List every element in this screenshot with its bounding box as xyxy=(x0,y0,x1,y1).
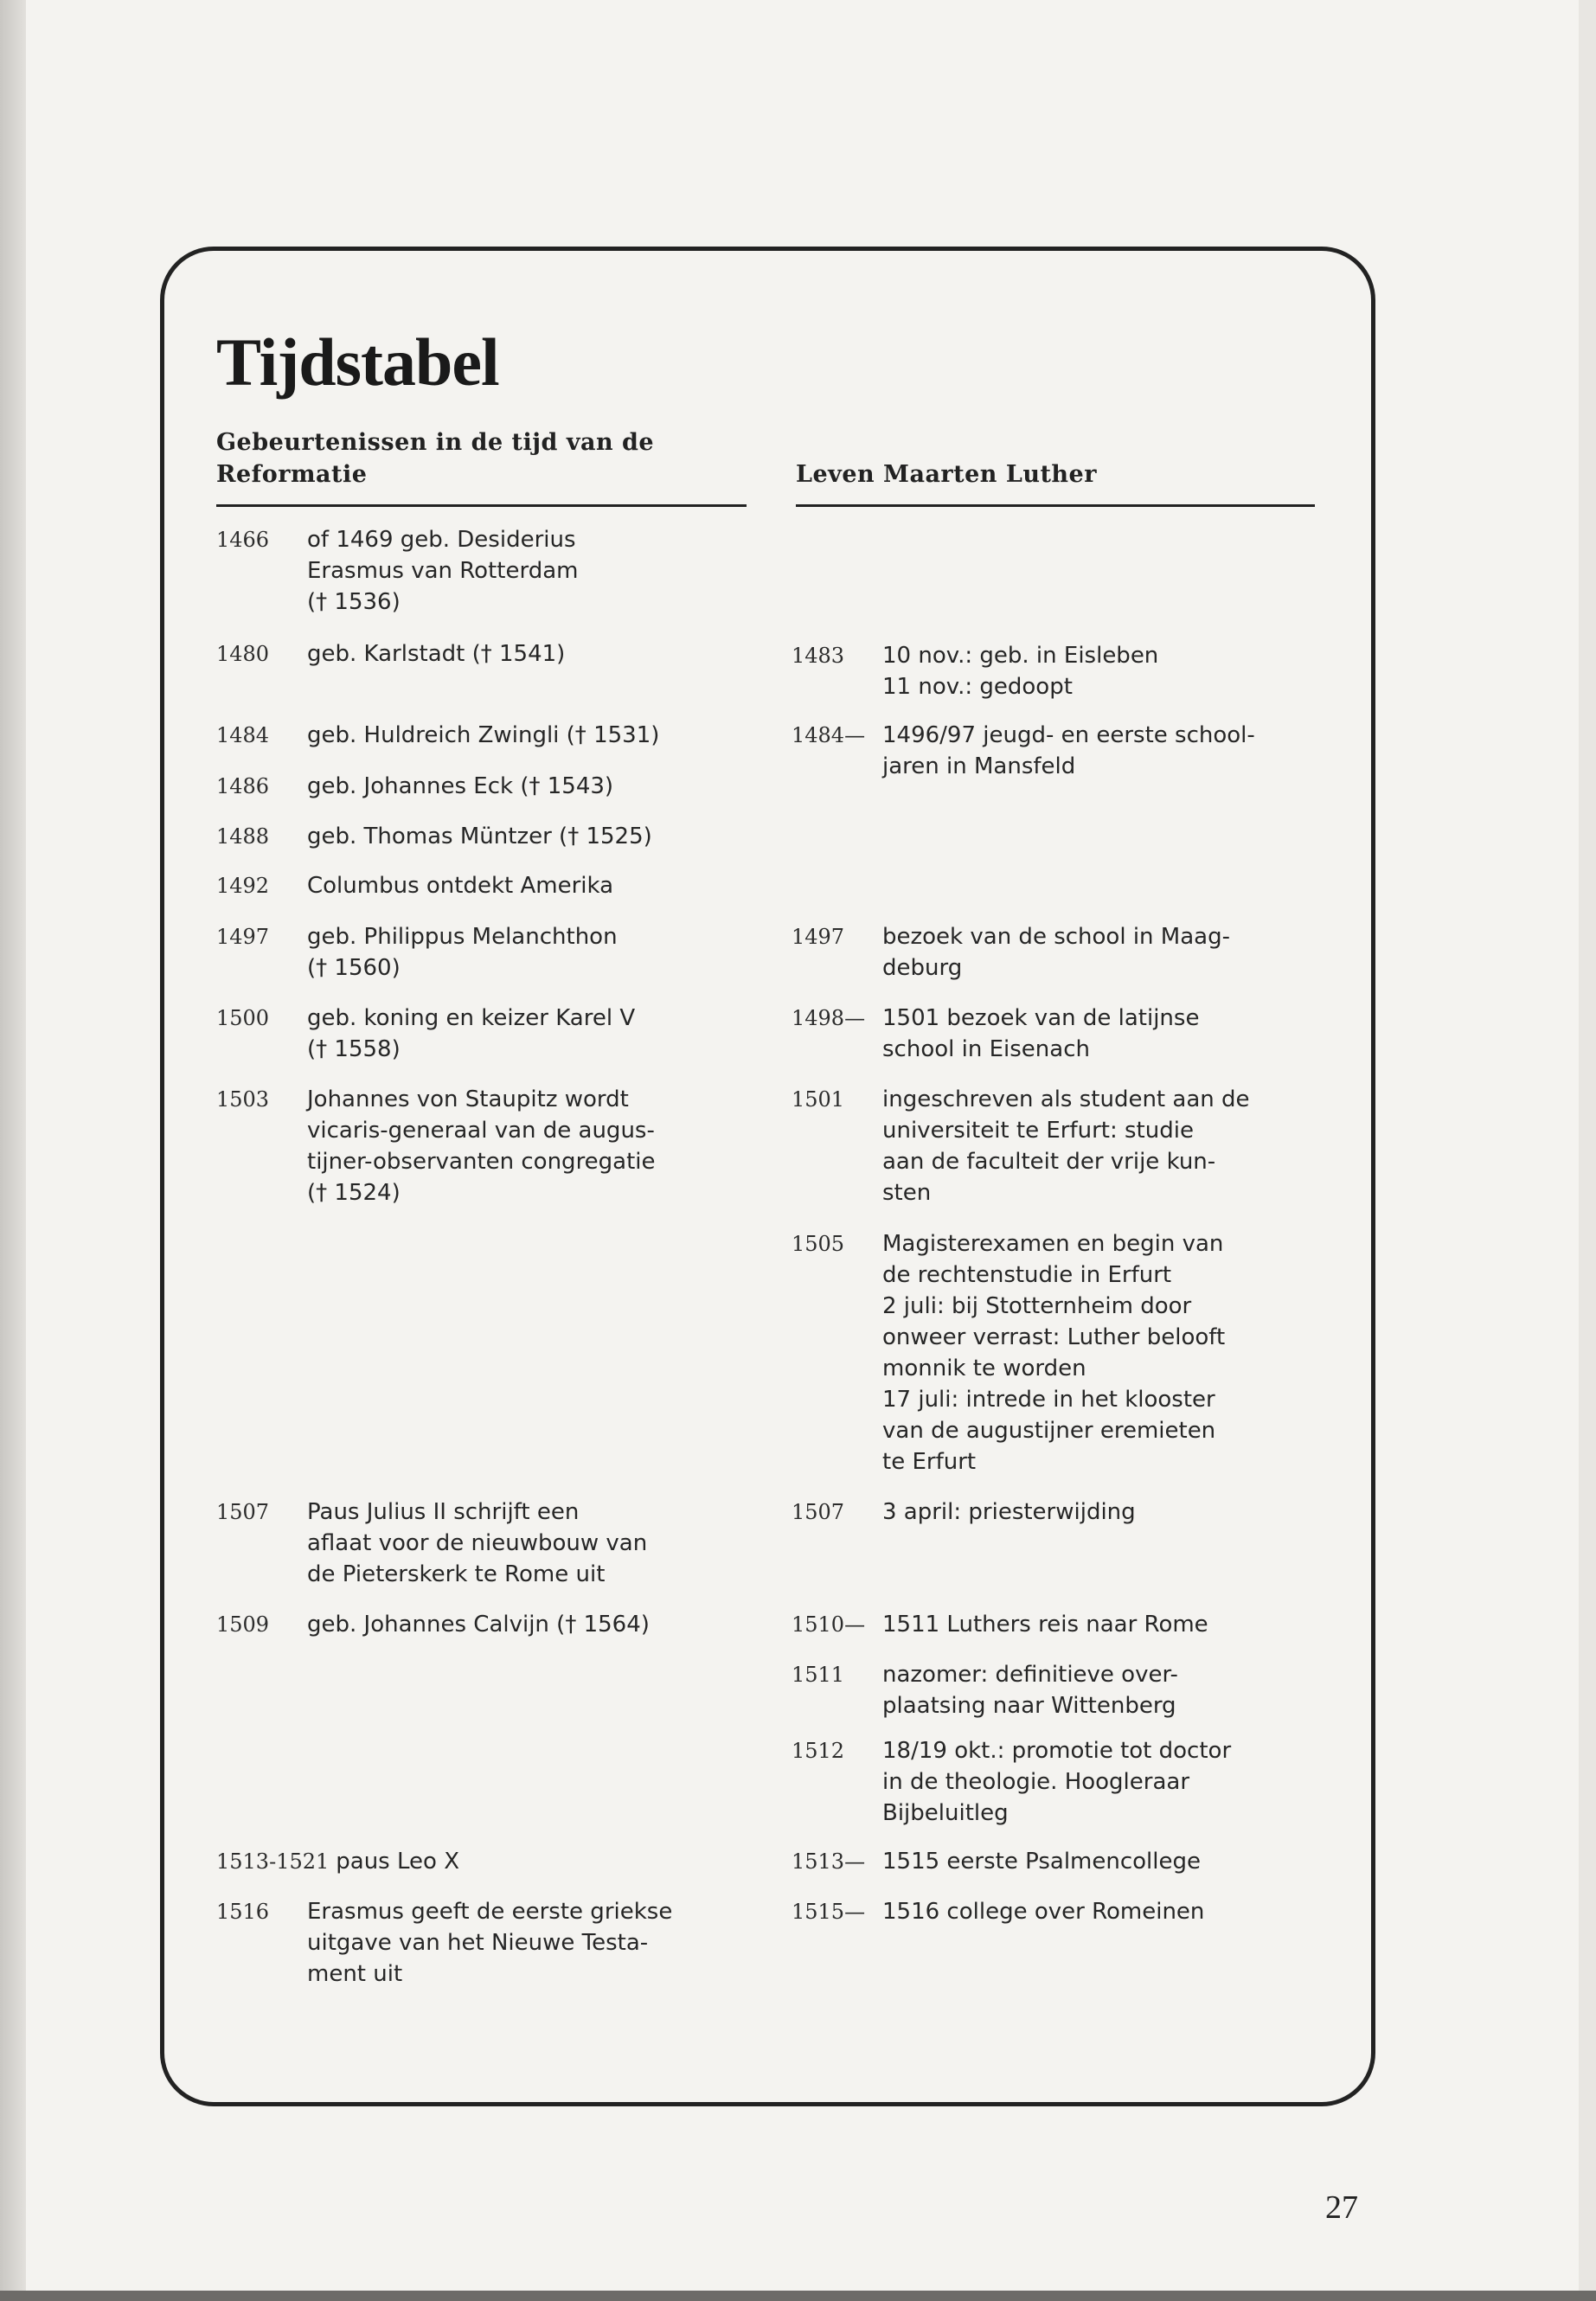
page-title: Tijdstabel xyxy=(216,324,499,400)
event-entry xyxy=(216,1497,753,1590)
luther-entry xyxy=(792,1228,1315,1477)
event-entry xyxy=(216,638,753,670)
event-text: geb. Huldreich Zwingli († 1531) xyxy=(307,722,660,748)
event-year: 1484 xyxy=(216,723,270,747)
event-text: geb. Karlstadt († 1541) xyxy=(307,641,566,667)
luther-entry xyxy=(792,1735,1315,1829)
event-year: 1486 xyxy=(216,774,270,798)
luther-year: 1505 xyxy=(792,1232,845,1256)
page-gutter-shadow xyxy=(0,0,26,2301)
luther-text: 1501 bezoek van de latijnse school in Eisenach xyxy=(882,1005,1200,1062)
luther-entry xyxy=(792,1846,1315,1877)
luther-entry xyxy=(792,640,1315,702)
luther-entry xyxy=(792,720,1315,782)
luther-text: ingeschreven als student aan de universiteit te Erfurt: studie aan de faculteit der vrije kun- sten xyxy=(882,1086,1250,1206)
event-entry xyxy=(216,771,753,802)
luther-year: 1513— xyxy=(792,1849,866,1874)
event-text: geb. Thomas Müntzer († 1525) xyxy=(307,824,652,849)
event-text: Erasmus geeft de eerste griekse uitgave van het Nieuwe Testa- ment uit xyxy=(307,1899,673,1987)
luther-year: 1501 xyxy=(792,1087,845,1112)
page-bottom-edge xyxy=(0,2291,1596,2301)
event-year: 1466 xyxy=(216,528,270,552)
luther-text: 18/19 okt.: promotie tot doctor in de theologie. Hoogleraar Bijbeluitleg xyxy=(882,1738,1232,1826)
left-column-heading: Gebeurtenissen in de tijd van de Reformatie xyxy=(216,429,655,488)
event-text: Johannes von Staupitz wordt vicaris-generaal van de augus- tijner-observanten congregatie († 1524) xyxy=(307,1086,656,1206)
luther-text: 1515 eerste Psalmencollege xyxy=(882,1849,1201,1875)
event-entry xyxy=(216,870,753,901)
event-year: 1492 xyxy=(216,874,270,898)
event-year: 1507 xyxy=(216,1500,270,1524)
event-text: Paus Julius II schrijft een aflaat voor de nieuwbouw van de Pieterskerk te Rome uit xyxy=(307,1499,648,1587)
luther-year: 1515— xyxy=(792,1900,866,1924)
event-entry xyxy=(216,821,753,852)
luther-text: 1516 college over Romeinen xyxy=(882,1899,1205,1925)
event-text: Columbus ontdekt Amerika xyxy=(307,873,614,899)
luther-entry xyxy=(792,1497,1315,1528)
luther-year: 1511 xyxy=(792,1663,845,1687)
event-text: paus Leo X xyxy=(336,1849,459,1875)
right-column-heading: Leven Maarten Luther xyxy=(796,461,1097,488)
luther-text: 10 nov.: geb. in Eisleben 11 nov.: gedoopt xyxy=(882,643,1159,700)
event-entry xyxy=(216,1003,753,1065)
event-year: 1488 xyxy=(216,824,270,849)
left-heading-rule xyxy=(216,504,747,507)
event-year: 1516 xyxy=(216,1900,270,1924)
luther-text: bezoek van de school in Maag- deburg xyxy=(882,924,1230,981)
event-entry xyxy=(216,1609,753,1640)
event-year: 1503 xyxy=(216,1087,270,1112)
event-year: 1480 xyxy=(216,642,270,666)
event-entry xyxy=(216,720,753,751)
event-year: 1497 xyxy=(216,925,270,949)
luther-year: 1483 xyxy=(792,644,845,668)
luther-entry xyxy=(792,921,1315,984)
luther-entry xyxy=(792,1003,1315,1065)
event-text: geb. Johannes Calvijn († 1564) xyxy=(307,1612,650,1638)
event-entry xyxy=(216,1846,753,1877)
luther-text: Magisterexamen en begin van de rechtenstudie in Erfurt 2 juli: bij Stotternheim door onweer verrast: Luther belooft monnik te worden 17 juli: intrede in het klooster van de augustijner eremieten te Erfurt xyxy=(882,1231,1226,1475)
luther-year: 1497 xyxy=(792,925,845,949)
luther-year: 1498— xyxy=(792,1006,866,1030)
event-entry xyxy=(216,524,753,618)
luther-year: 1510— xyxy=(792,1612,866,1637)
event-text: of 1469 geb. Desiderius Erasmus van Rotterdam († 1536) xyxy=(307,527,579,615)
luther-entry xyxy=(792,1084,1315,1208)
event-entry xyxy=(216,921,753,984)
luther-text: nazomer: definitieve over- plaatsing naar Wittenberg xyxy=(882,1662,1178,1719)
event-entry xyxy=(216,1084,753,1208)
event-year: 1513-1521 xyxy=(216,1849,330,1874)
luther-entry xyxy=(792,1659,1315,1721)
event-year: 1509 xyxy=(216,1612,270,1637)
event-entry xyxy=(216,1896,753,1990)
event-text: geb. koning en keizer Karel V († 1558) xyxy=(307,1005,636,1062)
luther-entry xyxy=(792,1609,1315,1640)
luther-text: 1511 Luthers reis naar Rome xyxy=(882,1612,1208,1638)
luther-text: 1496/97 jeugd- en eerste school- jaren in Mansfeld xyxy=(882,722,1255,779)
luther-year: 1512 xyxy=(792,1739,845,1763)
luther-text: 3 april: priesterwijding xyxy=(882,1499,1136,1525)
luther-year: 1507 xyxy=(792,1500,845,1524)
luther-year: 1484— xyxy=(792,723,866,747)
event-text: geb. Philippus Melanchthon († 1560) xyxy=(307,924,618,981)
event-text: geb. Johannes Eck († 1543) xyxy=(307,773,614,799)
luther-entry xyxy=(792,1896,1315,1927)
event-year: 1500 xyxy=(216,1006,270,1030)
right-heading-rule xyxy=(796,504,1315,507)
page-number: 27 xyxy=(1325,2189,1358,2226)
